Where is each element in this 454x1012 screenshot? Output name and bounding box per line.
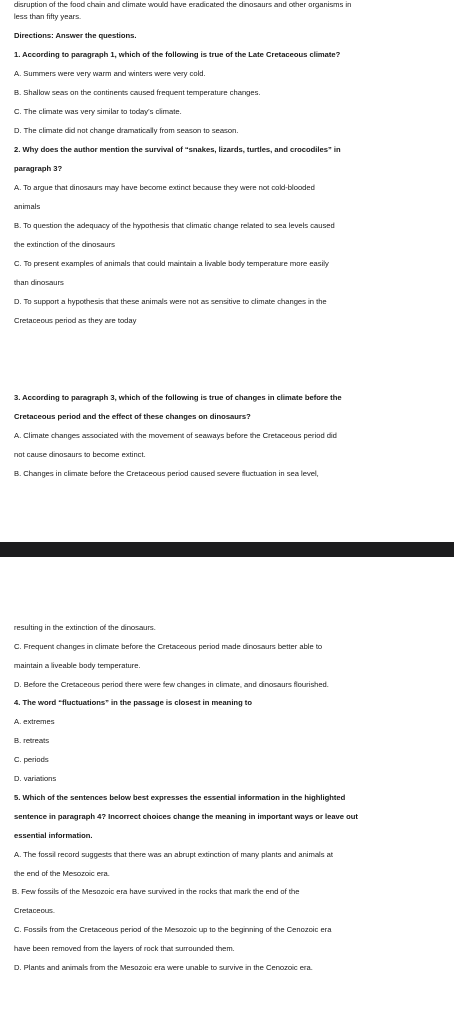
q3-option-d: D. Before the Cretaceous period there were few changes in climate, and dinosaurs flourished. (14, 680, 329, 689)
q2-option-a: A. To argue that dinosaurs may have become extinct because they were not cold-blooded (14, 183, 315, 192)
q3-option-a: A. Climate changes associated with the movement of seaways before the Cretaceous period did (14, 431, 337, 440)
q1-option-d: D. The climate did not change dramatically from season to season. (14, 126, 239, 135)
q2-option-c-continued: than dinosaurs (14, 278, 64, 287)
q5-option-d: D. Plants and animals from the Mesozoic era were unable to survive in the Cenozoic era. (14, 963, 313, 972)
q3-option-c: C. Frequent changes in climate before the Cretaceous period made dinosaurs better able to (14, 642, 323, 651)
q4-option-b: B. retreats (14, 736, 50, 745)
q5-option-c-continued: have been removed from the layers of rock that surrounded them. (14, 944, 235, 953)
question-5-continued: sentence in paragraph 4? Incorrect choices change the meaning in important ways or leave out (14, 812, 358, 821)
q4-option-d: D. variations (14, 774, 57, 783)
q3-option-b-continued: resulting in the extinction of the dinosaurs. (14, 623, 156, 632)
question-2: 2. Why does the author mention the survival of “snakes, lizards, turtles, and crocodiles” in (14, 145, 341, 154)
question-2-continued: paragraph 3? (14, 164, 63, 173)
page-separator (0, 542, 454, 557)
q1-option-a: A. Summers were very warm and winters were very cold. (14, 69, 206, 78)
q2-option-d: D. To support a hypothesis that these animals were not as sensitive to climate changes in the (14, 297, 327, 306)
question-5: 5. Which of the sentences below best expresses the essential information in the highlighted (14, 793, 346, 802)
question-4: 4. The word “fluctuations” in the passage is closest in meaning to (14, 698, 252, 707)
q2-option-a-continued: animals (14, 202, 41, 211)
q5-option-b-continued: Cretaceous. (14, 906, 55, 915)
q5-option-c: C. Fossils from the Cretaceous period of the Mesozoic up to the beginning of the Cenozoic era (14, 925, 332, 934)
q3-option-c-continued: maintain a liveable body temperature. (14, 661, 141, 670)
q1-option-b: B. Shallow seas on the continents caused frequent temperature changes. (14, 88, 261, 97)
q4-option-a: A. extremes (14, 717, 55, 726)
q3-option-a-continued: not cause dinosaurs to become extinct. (14, 450, 146, 459)
question-3: 3. According to paragraph 3, which of the following is true of changes in climate before the (14, 393, 342, 402)
intro-text-line: less than fifty years. (14, 12, 82, 21)
q5-option-a: A. The fossil record suggests that there was an abrupt extinction of many plants and animals at (14, 850, 333, 859)
directions-heading: Directions: Answer the questions. (14, 31, 137, 40)
q2-option-c: C. To present examples of animals that could maintain a livable body temperature more easily (14, 259, 329, 268)
q3-option-b: B. Changes in climate before the Cretaceous period caused severe fluctuation in sea level, (14, 469, 319, 478)
q2-option-d-continued: Cretaceous period as they are today (14, 316, 137, 325)
intro-text-line: disruption of the food chain and climate would have eradicated the dinosaurs and other organisms in (14, 0, 352, 9)
q2-option-b-continued: the extinction of the dinosaurs (14, 240, 115, 249)
q5-option-b: B. Few fossils of the Mesozoic era have survived in the rocks that mark the end of the (12, 887, 300, 896)
q2-option-b: B. To question the adequacy of the hypothesis that climatic change related to sea levels caused (14, 221, 335, 230)
q1-option-c: C. The climate was very similar to today’s climate. (14, 107, 182, 116)
question-5-continued: essential information. (14, 831, 93, 840)
question-3-continued: Cretaceous period and the effect of these changes on dinosaurs? (14, 412, 251, 421)
q4-option-c: C. periods (14, 755, 49, 764)
question-1: 1. According to paragraph 1, which of the following is true of the Late Cretaceous climate? (14, 50, 341, 59)
q5-option-a-continued: the end of the Mesozoic era. (14, 869, 110, 878)
document-page-2 (0, 557, 454, 1012)
